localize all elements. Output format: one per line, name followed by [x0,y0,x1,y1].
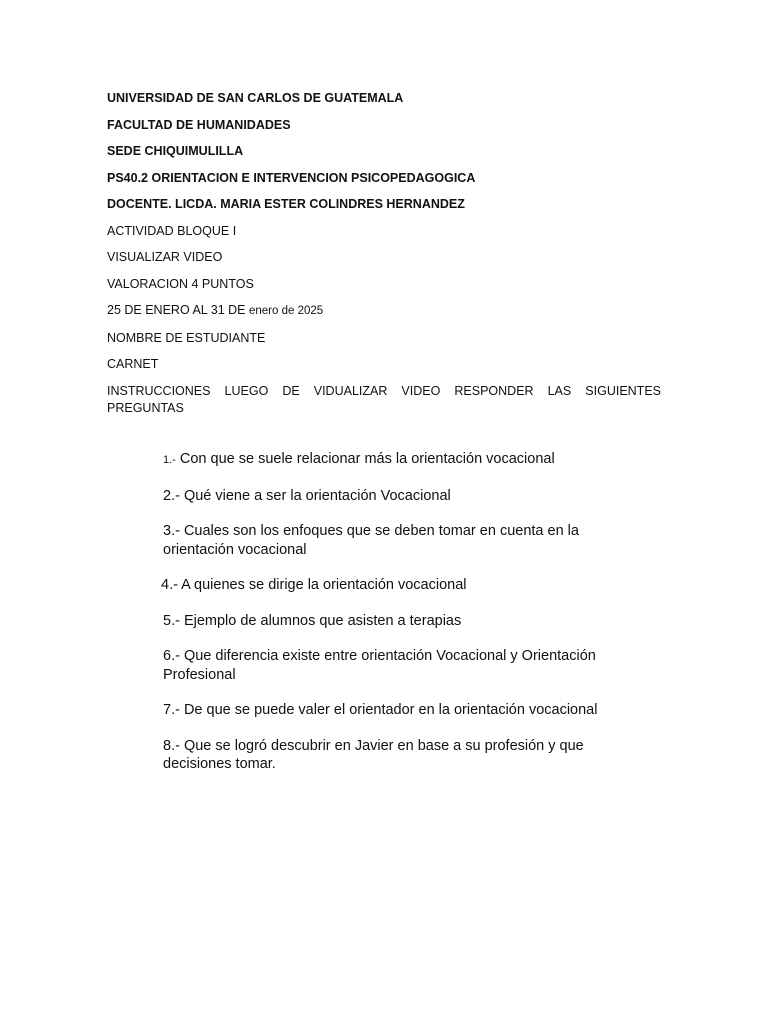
question-text: Que se logró descubrir en Javier en base a su profesión y que decisiones tomar. [163,737,584,772]
activity-label: ACTIVIDAD BLOQUE I [107,223,237,238]
question-text: Cuales son los enfoques que se deben tomar en cuenta en la orientación vocacional [163,523,579,558]
campus-name: SEDE CHIQUIMULILLA [107,144,244,158]
question-text: Qué viene a ser la orientación Vocacional [183,487,451,504]
question-number: 7.- [163,702,180,718]
question-item [161,576,633,595]
question-item [163,701,633,720]
question-text: De que se puede valer el orientador en la orientación vocacional [183,702,598,718]
question-number: 8.- [163,737,180,754]
date-range [107,302,661,319]
value-label: VALORACION 4 PUNTOS [107,276,254,291]
instructions-text: INSTRUCCIONES LUEGO DE VIDUALIZAR VIDEO RESPONDER LAS SIGUIENTES PREGUNTAS [107,383,661,415]
student-name-label: NOMBRE DE ESTUDIANTE [107,330,266,345]
course-name: PS40.2 ORIENTACION E INTERVENCION PSICOPEDAGOGICA [107,170,476,185]
question-item [163,647,633,684]
task-label: VISUALIZAR VIDEO [107,250,223,264]
question-item [163,487,633,506]
question-item [163,737,633,774]
teacher-name: DOCENTE. LICDA. MARIA ESTER COLINDRES HERNANDEZ [107,197,465,211]
question-item [163,450,633,470]
question-number: 2.- [163,487,180,504]
header-block [107,90,661,417]
question-text: A quienes se dirige la orientación vocacional [181,577,467,593]
university-name: UNIVERSIDAD DE SAN CARLOS DE GUATEMALA [107,91,404,105]
question-text: Ejemplo de alumnos que asisten a terapias [183,612,462,629]
date-range-end: enero de 2025 [248,305,324,317]
faculty-name: FACULTAD DE HUMANIDADES [107,117,291,132]
question-number: 3.- [163,523,180,539]
question-text: Que diferencia existe entre orientación Vocacional y Orientación Profesional [163,648,596,683]
date-range-start: 25 DE ENERO AL 31 DE [107,303,246,317]
question-item [163,522,633,559]
question-number: 5.- [163,612,180,629]
question-text: Con que se suele relacionar más la orientación vocacional [179,451,555,467]
question-item [163,612,633,631]
question-number: 4.- [161,577,178,593]
question-number: 6.- [163,648,180,664]
question-number: 1.- [163,454,176,466]
questions-list [163,450,633,791]
carnet-label: CARNET [107,357,159,371]
